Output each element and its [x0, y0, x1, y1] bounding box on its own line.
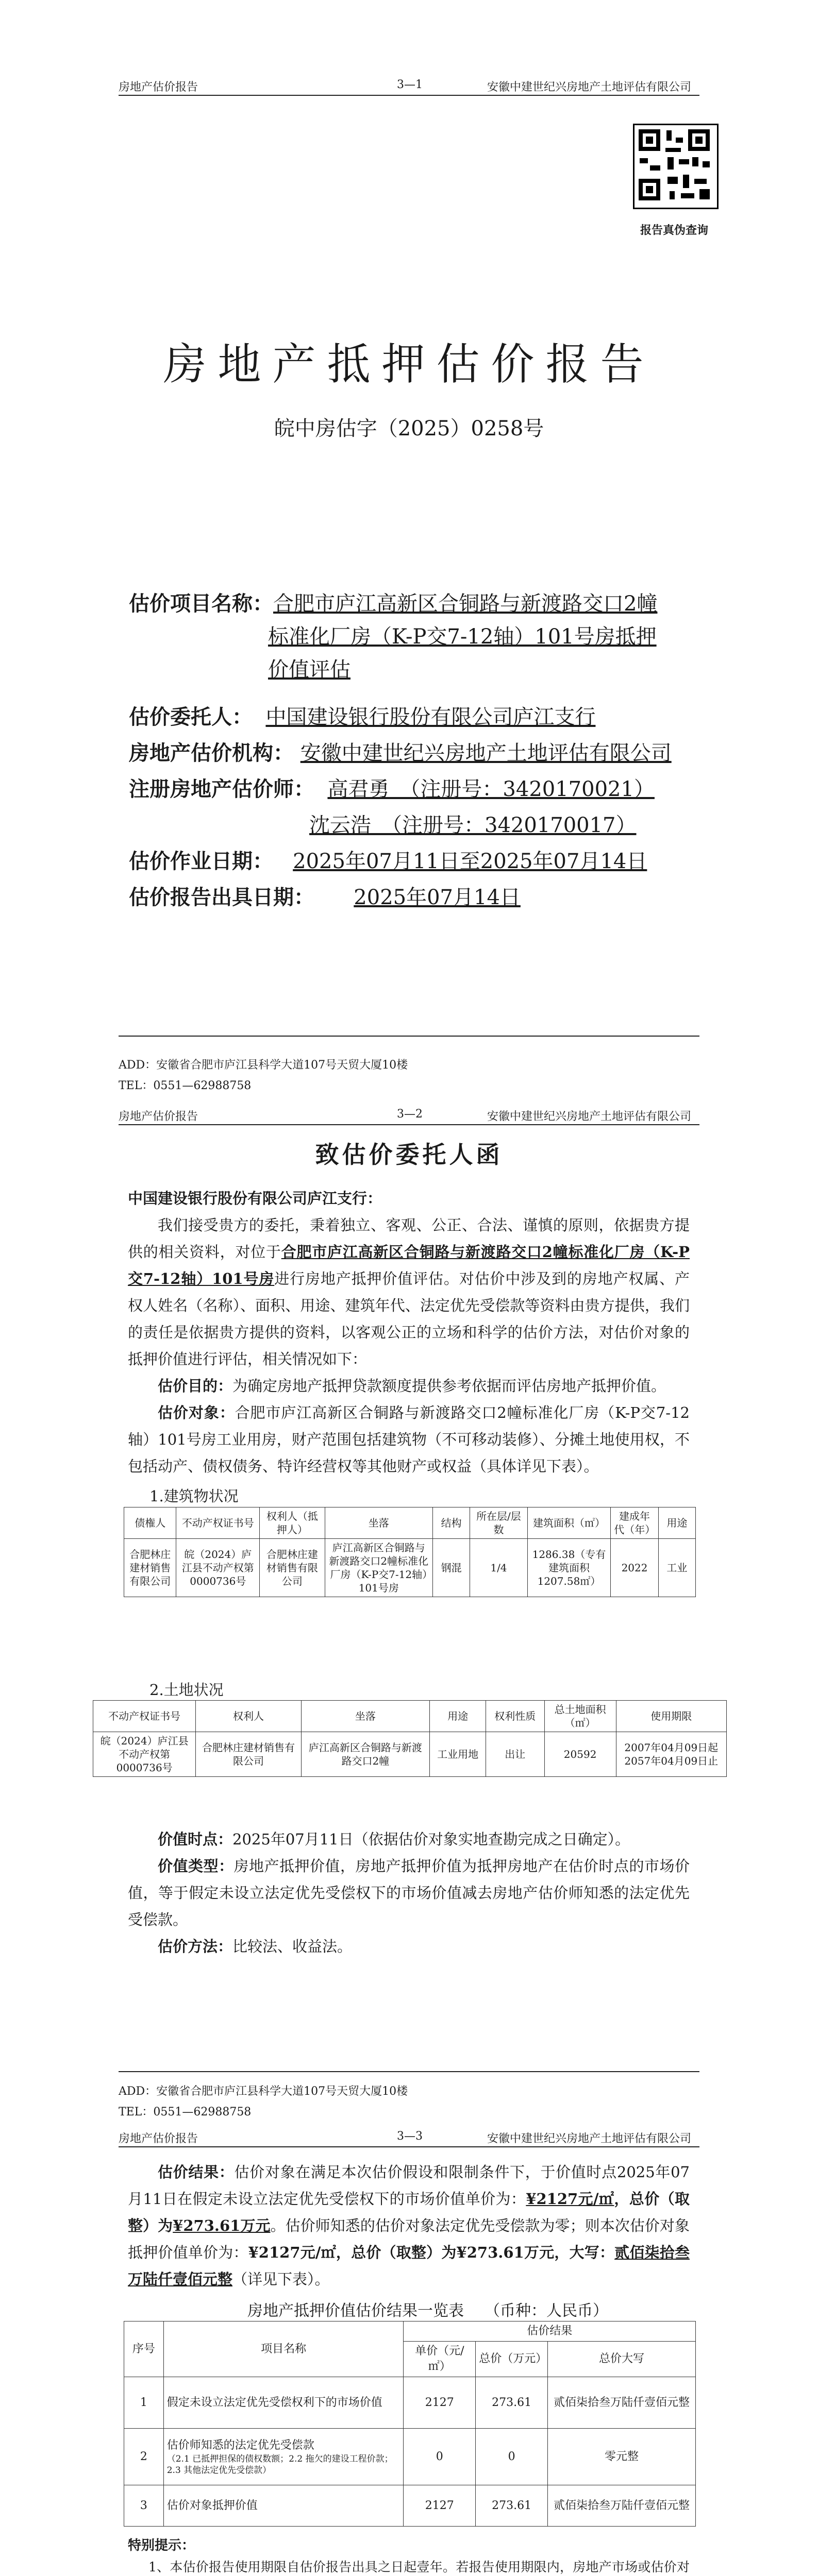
header-left: 房地产估价报告	[119, 81, 198, 94]
result-capital: 贰佰柒拾叁万陆仟壹佰元整	[128, 2244, 690, 2288]
header-left: 房地产估价报告	[119, 2132, 198, 2145]
appraiser-1: 高君勇 （注册号：3420170021）	[327, 777, 655, 801]
header-right: 安徽中建世纪兴房地产土地评估有限公司	[487, 1110, 692, 1123]
table-header-cell: 估价结果	[404, 2321, 696, 2342]
result-text-6: （详见下表）。	[232, 2270, 330, 2288]
building-section-title: 1.建筑物状况	[149, 1487, 239, 1505]
table-header-cell: 债権人	[124, 1507, 176, 1539]
issue-date-value: 2025年07月14日	[354, 886, 521, 909]
footer-divider	[119, 1036, 699, 1037]
header-page-label: 3—1	[397, 78, 423, 91]
result-text-5: ，大写：	[554, 2244, 615, 2261]
table-header-cell: 总价（万元）	[476, 2342, 548, 2377]
result-label: 估价结果：	[158, 2163, 235, 2181]
table-header-cell: 建成年代（年）	[611, 1507, 659, 1539]
table-cell: 2127	[404, 2485, 476, 2527]
table-row	[93, 1732, 727, 1777]
table-cell: 皖（2024）庐江县不动产权第0000736号	[176, 1539, 260, 1597]
header-left: 房地产估价报告	[119, 1110, 198, 1123]
result-text-1: 估价对象在满足本次估价假设和限制条件下，于价值时点2025年07月11日在假定未设立法定优先受偿权下的市场价值单价为：	[128, 2163, 690, 2208]
value-type-value: 房地产抵押价值，房地产抵押价值为抵押房地产在估价时点的市场价值，等于假定未设立法定优先受偿权下的市场价值减去房地产估价师知悉的法定优先受偿款。	[128, 1857, 690, 1928]
table-cell: 1/4	[470, 1539, 528, 1597]
table-cell: 工业	[658, 1539, 695, 1597]
table-header-cell: 用途	[430, 1701, 486, 1732]
table-cell: 273.61	[476, 2485, 548, 2527]
table-cell: 假定未设立法定优先受偿权利下的市场价值	[163, 2377, 404, 2429]
table-row	[124, 2485, 696, 2527]
header-page-label: 3—3	[397, 2130, 423, 2143]
object-value: 合肥市庐江高新区合铜路与新渡路交口2幢标准化厂房（K-P交7-12轴）101号房工业用房，财产范围包括建筑物（不可移动装修）、分摊土地使用权，不包括动产、债权债务、特许经营权等其他财产或权益（具体详见下表）。	[128, 1404, 690, 1475]
table-header-cell: 权利人（抵押人）	[260, 1507, 325, 1539]
table-cell: 2007年04月09日起2057年04月09日止	[616, 1732, 726, 1777]
table-header-cell: 坐落	[301, 1701, 430, 1732]
object-paragraph	[128, 1399, 690, 1480]
intro-text-2: 进行房地产抵押价值评估。对估价中涉及到的房地产权属、产权人姓名（名称）、面积、用途、建筑年代、法定优先受偿款等资料由贵方提供，我们的责任是依据贵方提供的资料，以客观公正的立场和科学的估价方法，对估价对象的抵押价值进行评估，相关情况如下：	[128, 1270, 690, 1368]
row-item-sub: （2.1 已抵押担保的债权数额；2.2 拖欠的建设工程价款；2.3 其他法定优先受偿款）	[166, 2453, 393, 2476]
building-table	[124, 1507, 696, 1597]
table-header-cell: 结构	[433, 1507, 470, 1539]
summary-caption: 房地产抵押价值估价结果一览表	[247, 2302, 464, 2320]
salutation: 中国建设银行股份有限公司庐江支行：	[128, 1190, 382, 1207]
note-1: 1、本估价报告使用期限自估价报告出具之日起壹年。若报告使用期限内，房地产市场或估价对	[148, 2560, 690, 2574]
appraiser-2: 沈云浩 （注册号：3420170017）	[309, 814, 637, 837]
summary-currency: （币种：人民币）	[485, 2302, 608, 2320]
project-value-line-2: 标准化厂房（K-P交7-12轴）101号房抵押	[268, 625, 657, 649]
purpose-value: 为确定房地产抵押贷款额度提供参考依据而评估房地产抵押价值。	[232, 1377, 666, 1395]
result-unit-price-2: ¥2127元/㎡	[248, 2244, 336, 2261]
table-cell: 合肥林庄建材销售有限公司	[196, 1732, 301, 1777]
value-date-label: 价值时点：	[158, 1831, 233, 1848]
project-value-line-3: 价值评估	[268, 658, 350, 682]
table-header-cell: 权利人	[196, 1701, 301, 1732]
footer-tel: TEL：0551—62988758	[119, 2106, 252, 2119]
summary-table	[124, 2321, 696, 2527]
intro-paragraph	[128, 1212, 690, 1372]
purpose-label: 估价目的：	[158, 1377, 233, 1395]
table-cell: 2	[124, 2429, 164, 2485]
work-date-row	[129, 845, 647, 878]
client-row	[129, 701, 595, 734]
table-cell: 庐江高新区合铜路与新渡路交口2幢标准化厂房（K-P交7-12轴）101号房	[325, 1539, 433, 1597]
table-header-cell: 建筑面积（㎡）	[527, 1507, 611, 1539]
footer-divider	[119, 2071, 699, 2072]
table-cell: 3	[124, 2485, 164, 2527]
table-cell: 贰佰柒拾叁万陆仟壹佰元整	[548, 2485, 696, 2527]
letter-title: 致估价委托人函	[315, 1141, 503, 1168]
notes-label: 特别提示：	[128, 2538, 195, 2553]
value-type-label: 价值类型：	[158, 1857, 234, 1875]
appraiser-row	[129, 773, 655, 806]
table-header-cell: 坐落	[325, 1507, 433, 1539]
work-date-label: 估价作业日期：	[129, 849, 273, 873]
footer-address: ADD：安徽省合肥市庐江县科学大道107号天贸大厦10楼	[119, 2085, 408, 2098]
table-cell: 1286.38（专有建筑面积1207.58㎡）	[527, 1539, 611, 1597]
table-cell: 估价对象抵押价值	[163, 2485, 404, 2527]
intro-subject: 合肥市庐江高新区合铜路与新渡路交口2幢标准化厂房（K-P交7-12轴）101号房	[128, 1243, 690, 1287]
footer-tel: TEL：0551—62988758	[119, 1079, 252, 1092]
qr-label: 报告真伪查询	[640, 224, 708, 237]
value-type-paragraph	[128, 1853, 690, 1933]
table-row	[124, 1539, 696, 1597]
qr-code-icon[interactable]	[633, 124, 719, 209]
table-cell: 合肥林庄建材销售有限公司	[260, 1539, 325, 1597]
report-title: 房地产抵押估价报告	[163, 339, 655, 389]
table-header-cell: 单价（元/㎡）	[404, 2342, 476, 2377]
table-header-row	[124, 1507, 696, 1539]
purpose-paragraph	[128, 1372, 690, 1399]
result-unit-price: ¥2127元/㎡	[526, 2190, 614, 2208]
table-cell: 皖（2024）庐江县不动产权第0000736号	[93, 1732, 196, 1777]
table-header-cell: 使用期限	[616, 1701, 726, 1732]
table-header-row	[124, 2321, 696, 2342]
table-cell: 出让	[486, 1732, 544, 1777]
table-cell: 2022	[611, 1539, 659, 1597]
table-cell	[163, 2429, 404, 2485]
header-divider	[119, 1124, 699, 1125]
object-label: 估价对象：	[158, 1404, 235, 1421]
table-cell: 合肥林庄建材销售有限公司	[124, 1539, 176, 1597]
table-header-cell: 不动产权证书号	[93, 1701, 196, 1732]
result-text-3: 。估价师知悉的估价对象法定优先受偿款为零；则本次估价对象抵押价值单价为：	[128, 2217, 690, 2261]
table-header-cell: 总土地面积（㎡）	[544, 1701, 616, 1732]
land-section-title: 2.土地状况	[149, 1681, 224, 1699]
header-right: 安徽中建世纪兴房地产土地评估有限公司	[487, 2132, 692, 2145]
table-cell: 庐江高新区合铜路与新渡路交口2幢	[301, 1732, 430, 1777]
issue-date-row	[129, 881, 521, 914]
client-label: 估价委托人：	[129, 705, 253, 729]
report-number: 皖中房估字（2025）0258号	[274, 417, 544, 440]
table-header-cell: 总价大写	[548, 2342, 696, 2377]
table-header-row	[93, 1701, 727, 1732]
row-item-title: 估价师知悉的法定优先受偿款	[166, 2438, 314, 2452]
method-value: 比较法、收益法。	[232, 1938, 353, 1955]
table-header-cell: 序号	[124, 2321, 164, 2377]
table-cell: 273.61	[476, 2377, 548, 2429]
header-divider	[119, 2146, 699, 2147]
method-label: 估价方法：	[158, 1938, 233, 1955]
table-cell: 2127	[404, 2377, 476, 2429]
table-cell: 0	[404, 2429, 476, 2485]
table-cell: 20592	[544, 1732, 616, 1777]
table-row	[124, 2429, 696, 2485]
land-table	[93, 1700, 727, 1777]
table-header-cell: 项目名称	[163, 2321, 404, 2377]
header-page-label: 3—2	[397, 1108, 423, 1121]
project-value-line-1: 合肥市庐江高新区合铜路与新渡路交口2幢	[273, 592, 658, 616]
table-cell: 1	[124, 2377, 164, 2429]
project-label: 估价项目名称：	[129, 591, 273, 616]
header-right: 安徽中建世纪兴房地产土地评估有限公司	[487, 81, 692, 94]
agency-label: 房地产估价机构：	[129, 741, 294, 765]
result-text-4: ，总价（取整）为	[336, 2244, 457, 2261]
value-date-paragraph	[128, 1826, 690, 1853]
work-date-value: 2025年07月11日至2025年07月14日	[293, 850, 647, 873]
project-row	[129, 587, 657, 620]
table-cell: 工业用地	[430, 1732, 486, 1777]
issue-date-label: 估价报告出具日期：	[129, 885, 314, 909]
footer-address: ADD：安徽省合肥市庐江县科学大道107号天贸大厦10楼	[119, 1059, 408, 1072]
intro-text-1: 我们接受贵方的委托，秉着独立、客观、公正、合法、谨慎的原则，依据贵方提供的相关资料，对位于	[128, 1216, 690, 1261]
method-paragraph	[128, 1933, 690, 1960]
result-total-2: ¥273.61万元	[456, 2244, 555, 2261]
table-header-cell: 所在层/层数	[470, 1507, 528, 1539]
table-row	[124, 2377, 696, 2429]
header-divider	[119, 95, 699, 96]
table-header-cell: 权利性质	[486, 1701, 544, 1732]
table-cell: 0	[476, 2429, 548, 2485]
table-cell: 贰佰柒拾叁万陆仟壹佰元整	[548, 2377, 696, 2429]
table-cell: 钢混	[433, 1539, 470, 1597]
value-date-value: 2025年07月11日（依据估价对象实地查勘完成之日确定）。	[232, 1831, 630, 1848]
result-paragraph	[128, 2159, 690, 2293]
result-text-2: ，总价（取整）为	[128, 2190, 690, 2234]
appraiser-label: 注册房地产估价师：	[129, 777, 314, 801]
agency-value: 安徽中建世纪兴房地产土地评估有限公司	[300, 741, 672, 765]
agency-row	[129, 737, 672, 770]
table-cell: 零元整	[548, 2429, 696, 2485]
result-total: ¥273.61万元	[173, 2217, 271, 2234]
table-header-cell: 用途	[658, 1507, 695, 1539]
client-value: 中国建设银行股份有限公司庐江支行	[265, 705, 596, 729]
table-header-cell: 不动产权证书号	[176, 1507, 260, 1539]
